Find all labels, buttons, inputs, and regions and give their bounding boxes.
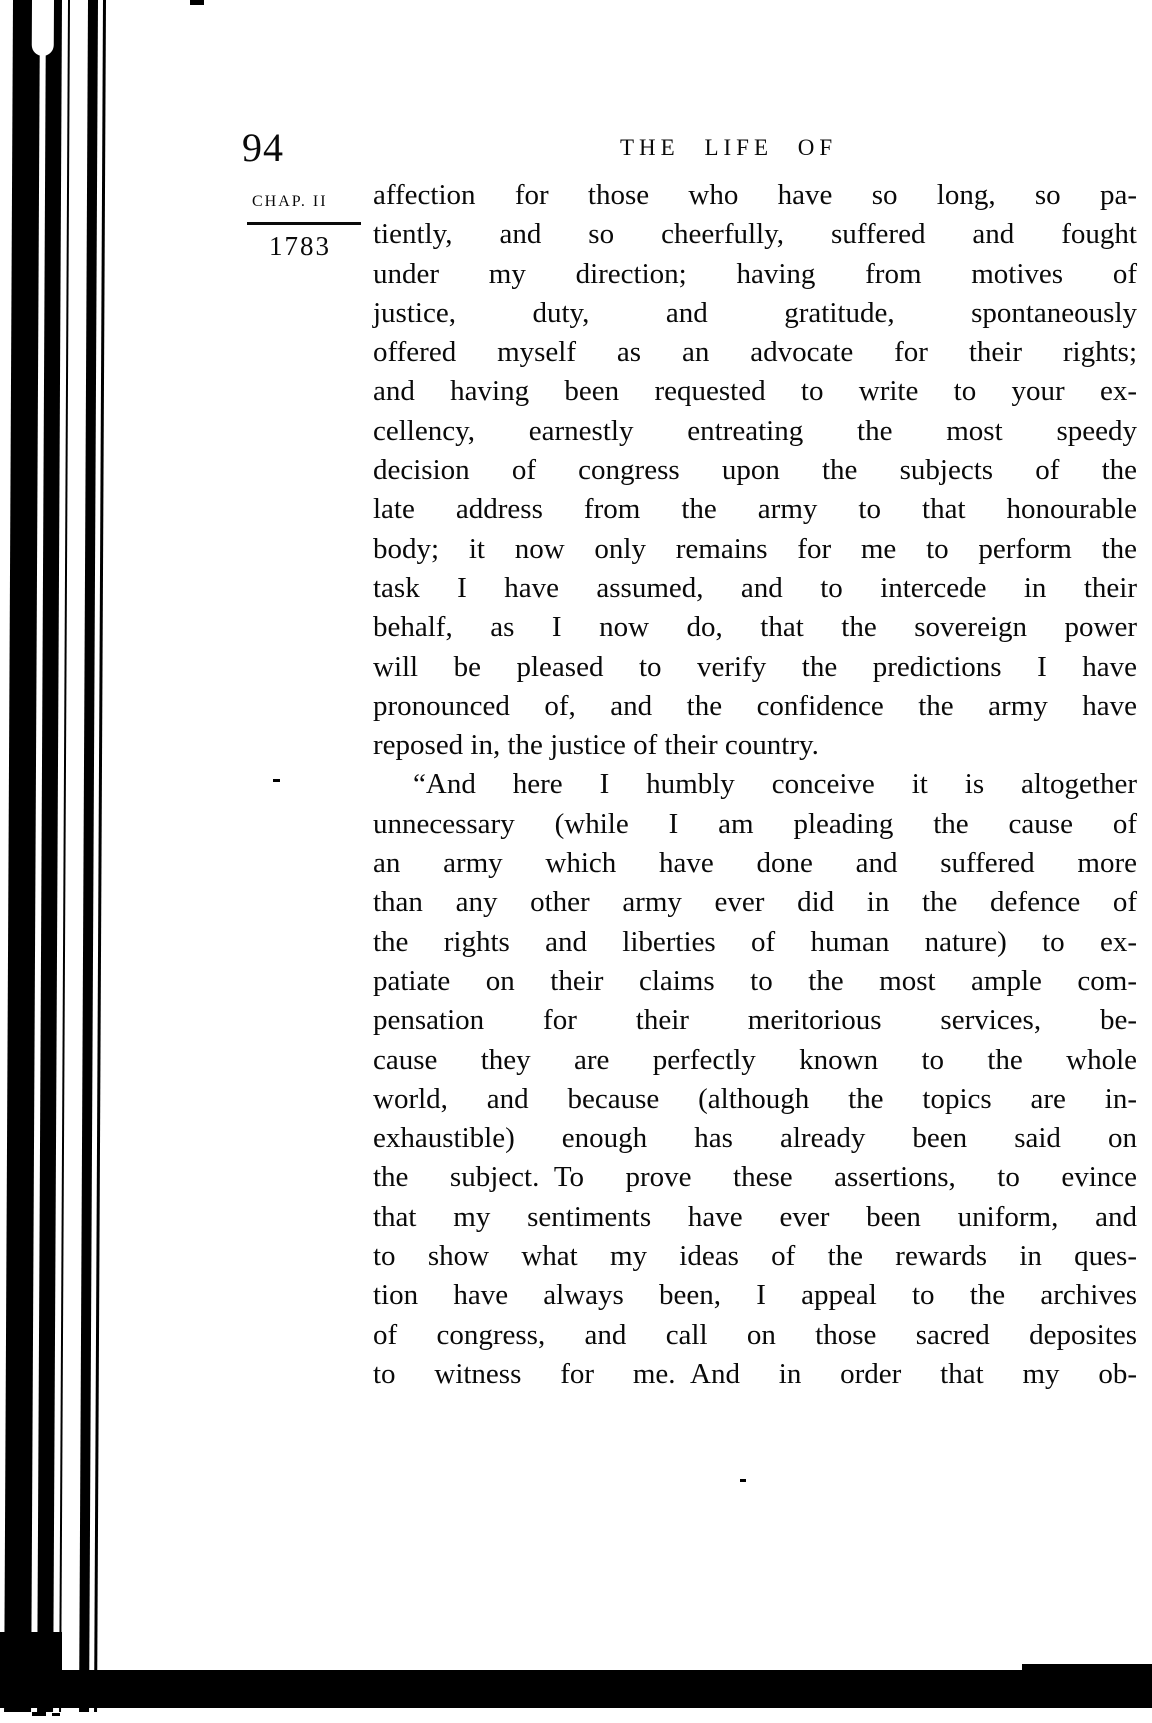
text-line: and having been requested to write to your ex- (373, 375, 1137, 408)
margin-note-chapter: CHAP. II (252, 193, 328, 210)
text-line: body; it now only remains for me to perform the (373, 532, 1137, 565)
text-line: the subject. To prove these assertions, to evince (373, 1161, 1137, 1194)
text-line: than any other army ever did in the defence of (373, 886, 1137, 919)
text-line: under my direction; having from motives of (373, 257, 1137, 290)
margin-note-rule (247, 222, 361, 225)
text-line: cause they are perfectly known to the whole (373, 1043, 1137, 1076)
text-line: cellency, earnestly entreating the most speedy (373, 414, 1137, 447)
text-line: decision of congress upon the subjects of the (373, 454, 1137, 487)
text-line: to show what my ideas of the rewards in ques- (373, 1240, 1137, 1273)
text-line: offered myself as an advocate for their rights; (373, 336, 1137, 369)
text-line: pensation for their meritorious services, be- (373, 1004, 1137, 1037)
body-paragraphs (373, 176, 1137, 1394)
text-line: an army which have done and suffered more (373, 847, 1137, 880)
text-line: of congress, and call on those sacred deposites (373, 1318, 1137, 1351)
gutter-stripe (4, 0, 40, 1712)
scan-speck (740, 1479, 746, 1482)
text-line: the rights and liberties of human nature) to ex- (373, 925, 1137, 958)
scan-artifact-binding (0, 0, 130, 1712)
text-line: behalf, as I now do, that the sovereign power (373, 611, 1137, 644)
text-line: “And here I humbly conceive it is altogether (413, 768, 1137, 801)
text-line: unnecessary (while I am pleading the cause of (373, 807, 1137, 840)
scan-speck (273, 779, 280, 782)
margin-note-year: 1783 (269, 231, 331, 261)
text-line: pronounced of, and the confidence the army have (373, 689, 1137, 722)
text-line: task I have assumed, and to intercede in their (373, 571, 1137, 604)
text-line: that my sentiments have ever been uniform, and (373, 1200, 1137, 1233)
scan-artifact-bottom-bar-lower (190, 1700, 1152, 1708)
gutter-white-notch (32, 0, 54, 56)
text-line: tion have always been, I appeal to the archives (373, 1279, 1137, 1312)
text-line: exhaustible) enough has already been said on (373, 1122, 1137, 1155)
running-header: THE LIFE OF (620, 135, 838, 160)
text-line: will be pleased to verify the predictions I have (373, 650, 1137, 683)
scan-speck (190, 0, 204, 5)
text-line: to witness for me. And in order that my ob- (373, 1357, 1137, 1390)
text-line: tiently, and so cheerfully, suffered and fought (373, 218, 1137, 251)
gutter-stripe (59, 0, 70, 1712)
text-line: patiate on their claims to the most ample com- (373, 964, 1137, 997)
text-line: late address from the army to that honourable (373, 493, 1137, 526)
scan-speck (52, 1713, 60, 1716)
text-line: justice, duty, and gratitude, spontaneously (373, 296, 1137, 329)
text-line: world, and because (although the topics are in- (373, 1082, 1137, 1115)
text-line: reposed in, the justice of their country. (373, 729, 819, 762)
page-number: 94 (242, 125, 284, 170)
gutter-stripe (37, 0, 62, 1712)
text-line: affection for those who have so long, so pa- (373, 179, 1137, 211)
scan-speck (32, 1712, 46, 1716)
